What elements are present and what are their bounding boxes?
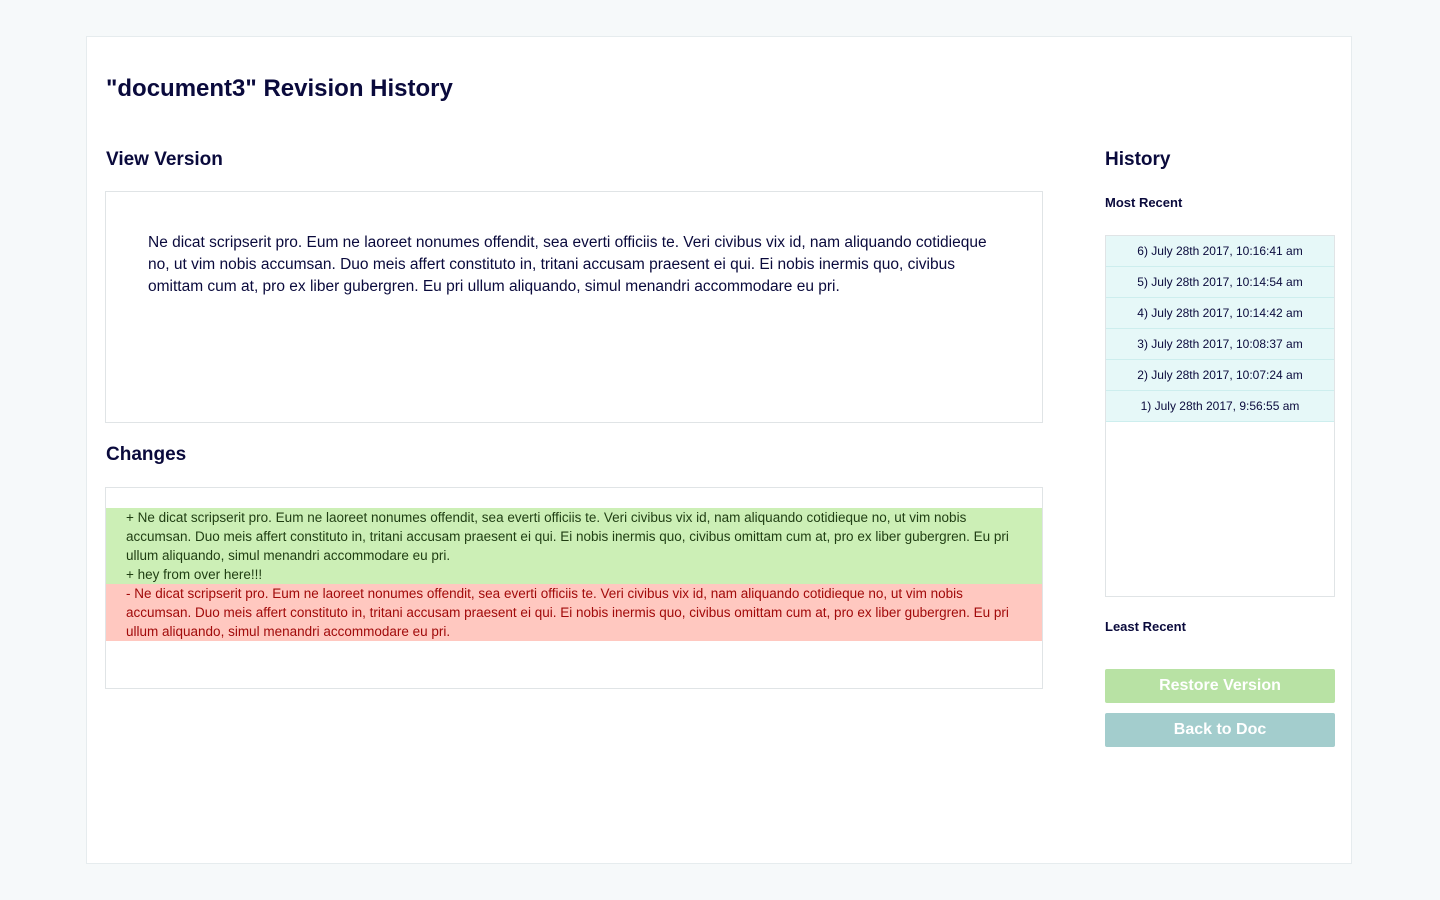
history-item[interactable]: 3) July 28th 2017, 10:08:37 am xyxy=(1106,329,1334,360)
changes-title: Changes xyxy=(106,444,187,465)
history-item[interactable]: 6) July 28th 2017, 10:16:41 am xyxy=(1106,236,1334,267)
version-content: Ne dicat scripserit pro. Eum ne laoreet nonumes offendit, sea everti officiis te. Veri civibus vix id, nam aliquando cotidieque no, ut vim nobis accumsan. Duo meis affert constituto in, tritani accusam praesent ei qui. Ei nobis inermis quo, civibus omittam cum at, pro ex liber gubergren. Eu pri ullum aliquando, simul menandri accommodare eu pri. xyxy=(148,234,987,295)
view-version-title: View Version xyxy=(106,149,223,170)
history-item[interactable]: 2) July 28th 2017, 10:07:24 am xyxy=(1106,360,1334,391)
least-recent-label: Least Recent xyxy=(1105,619,1186,634)
diff-removed-block xyxy=(106,584,1042,641)
history-item[interactable]: 5) July 28th 2017, 10:14:54 am xyxy=(1106,267,1334,298)
page-title: "document3" Revision History xyxy=(106,75,453,102)
version-preview xyxy=(105,191,1043,423)
restore-version-button[interactable]: Restore Version xyxy=(1105,669,1335,703)
back-to-doc-button[interactable]: Back to Doc xyxy=(1105,713,1335,747)
history-title: History xyxy=(1105,149,1171,170)
history-item[interactable]: 1) July 28th 2017, 9:56:55 am xyxy=(1106,391,1334,422)
most-recent-label: Most Recent xyxy=(1105,195,1183,210)
changes-diff xyxy=(105,487,1043,689)
diff-removed-line: - Ne dicat scripserit pro. Eum ne laoreet nonumes offendit, sea everti officiis te. Veri civibus vix id, nam aliquando cotidieque no, ut vim nobis accumsan. Duo meis affert constituto in, tritani accusam praesent ei qui. Ei nobis inermis quo, civibus omittam cum at, pro ex liber gubergren. Eu pri ullum aliquando, simul menandri accommodare eu pri. xyxy=(126,586,1009,639)
diff-added-line: + Ne dicat scripserit pro. Eum ne laoreet nonumes offendit, sea everti officiis te. Veri civibus vix id, nam aliquando cotidieque no, ut vim nobis accumsan. Duo meis affert constituto in, tritani accusam praesent ei qui. Ei nobis inermis quo, civibus omittam cum at, pro ex liber gubergren. Eu pri ullum aliquando, simul menandri accommodare eu pri. xyxy=(126,510,1009,563)
revision-history-card xyxy=(86,36,1352,864)
diff-added-block xyxy=(106,508,1042,584)
history-list xyxy=(1105,235,1335,597)
history-item[interactable]: 4) July 28th 2017, 10:14:42 am xyxy=(1106,298,1334,329)
diff-added-line: + hey from over here!!! xyxy=(126,567,263,582)
